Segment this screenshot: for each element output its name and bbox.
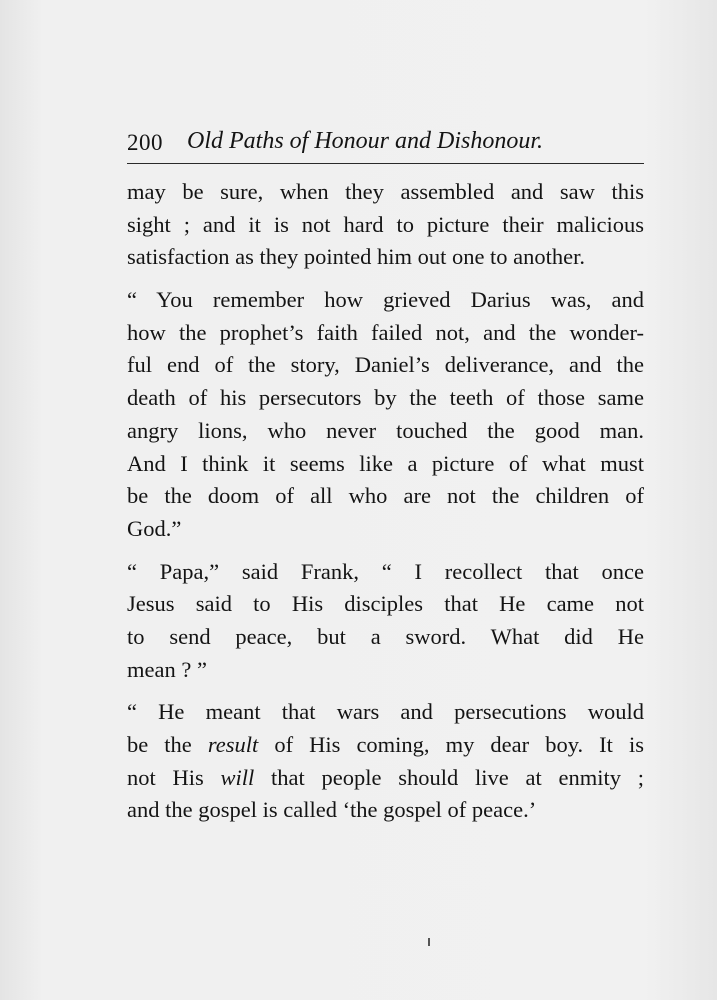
text-line: how the prophet’s faith failed not, and the wonder- <box>127 319 644 345</box>
text-line: angry lions, who never touched the good man. <box>127 417 644 443</box>
italic-emphasis: will <box>220 764 255 790</box>
header-rule <box>127 163 644 164</box>
text-line: satisfaction as they pointed him out one to another. <box>127 244 586 270</box>
text-line: mean ? ” <box>127 656 207 682</box>
text-line: ful end of the story, Daniel’s deliverance, and the <box>127 352 644 378</box>
running-title: Old Paths of Honour and Dishonour. <box>187 128 544 154</box>
paragraph-gap <box>127 274 644 284</box>
text-line: “ He meant that wars and persecutions would <box>127 699 644 725</box>
body-text <box>127 176 644 827</box>
paragraph <box>127 284 644 546</box>
text-line: sight ; and it is not hard to picture their malicious <box>127 211 644 237</box>
page-header <box>127 126 644 160</box>
print-speck <box>428 938 430 946</box>
paragraph <box>127 696 644 827</box>
text-line: to send peace, but a sword. What did He <box>127 623 644 649</box>
text-line: and the gospel is called ‘the gospel of peace.’ <box>127 797 537 823</box>
text-line: “ Papa,” said Frank, “ I recollect that once <box>127 558 644 584</box>
text-line: And I think it seems like a picture of what must <box>127 450 644 476</box>
text-line: be the doom of all who are not the children of <box>127 483 644 509</box>
italic-emphasis: result <box>207 732 259 757</box>
text-line: Jesus said to His disciples that He came not <box>127 591 644 617</box>
text-line: be the result of His coming, my dear boy. It is <box>127 732 644 757</box>
text-line: not His will that people should live at enmity ; <box>127 764 644 790</box>
text-line: may be sure, when they assembled and saw this <box>127 179 644 204</box>
text-line: death of his persecutors by the teeth of those same <box>127 385 644 411</box>
paragraph <box>127 176 644 274</box>
paragraph-gap <box>127 546 644 556</box>
paragraph <box>127 556 644 687</box>
page-number: 200 <box>127 130 163 155</box>
paragraph-gap <box>127 686 644 696</box>
text-line: “ You remember how grieved Darius was, and <box>127 287 644 313</box>
text-line: God.” <box>127 515 182 541</box>
